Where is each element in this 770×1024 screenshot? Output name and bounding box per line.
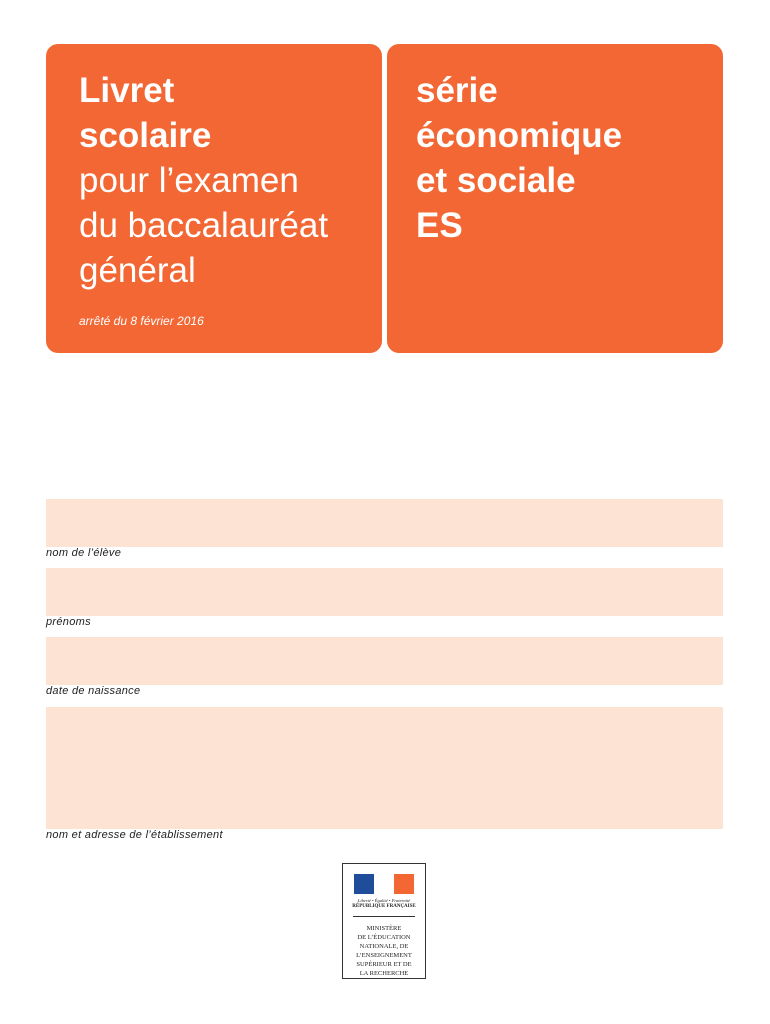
birth-date-field[interactable] [46, 637, 723, 685]
logo-motto: Liberté • Égalité • Fraternité [357, 898, 411, 903]
logo-divider [353, 916, 415, 917]
subtitle-line-2: du baccalauréat [79, 206, 329, 245]
decree-date: arrêté du 8 février 2016 [79, 314, 204, 328]
student-name-label: nom de l’élève [46, 547, 122, 559]
first-names-label: prénoms [46, 616, 91, 628]
subtitle-line-3: général [79, 251, 196, 290]
first-names-field[interactable] [46, 568, 723, 616]
logo-ministry: MINISTÈRE DE L’ÉDUCATION NATIONALE, DE L’ENSEIGNEMENT SUPÉRIEUR ET DE LA RECHERCHE [356, 925, 412, 977]
birth-date-label: date de naissance [46, 685, 141, 697]
school-address-field[interactable] [46, 707, 723, 829]
logo-republic: RÉPUBLIQUE FRANÇAISE [352, 904, 416, 909]
series-line-1: série [416, 71, 498, 110]
title-line-2: scolaire [79, 116, 212, 155]
marianne-flag-icon [354, 874, 414, 894]
series-line-4: ES [416, 206, 463, 245]
series-line-2: économique [416, 116, 623, 155]
series-line-3: et sociale [416, 161, 576, 200]
school-address-label: nom et adresse de l’établissement [46, 829, 223, 841]
title-card [46, 44, 382, 353]
ministry-logo [342, 863, 426, 979]
student-name-field[interactable] [46, 499, 723, 547]
series-card [387, 44, 723, 353]
title-line-1: Livret [79, 71, 175, 110]
subtitle-line-1: pour l’examen [79, 161, 299, 200]
